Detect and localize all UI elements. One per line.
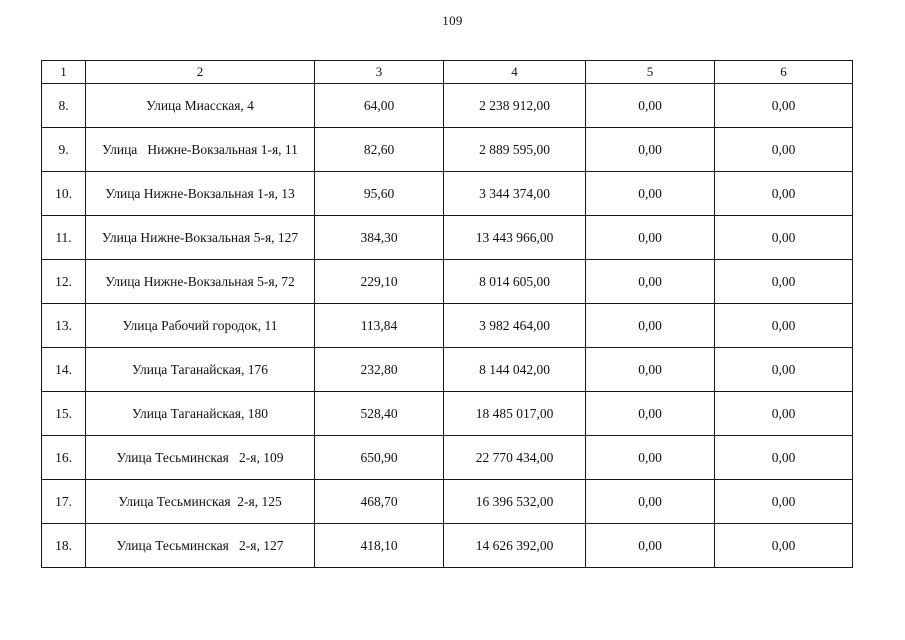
column6-cell: 0,00 [715, 480, 853, 524]
address-cell: Улица Миасская, 4 [86, 84, 315, 128]
row-number-cell: 8. [42, 84, 86, 128]
table-row [42, 84, 853, 128]
value-cell: 2 238 912,00 [444, 84, 586, 128]
column6-cell: 0,00 [715, 348, 853, 392]
table-row [42, 348, 853, 392]
address-cell: Улица Нижне-Вокзальная 5-я, 72 [86, 260, 315, 304]
value-cell: 3 982 464,00 [444, 304, 586, 348]
value-cell: 3 344 374,00 [444, 172, 586, 216]
header-cell-2: 2 [86, 61, 315, 84]
value-cell: 8 144 042,00 [444, 348, 586, 392]
table-body [42, 84, 853, 568]
area-cell: 384,30 [315, 216, 444, 260]
area-cell: 468,70 [315, 480, 444, 524]
area-cell: 229,10 [315, 260, 444, 304]
table-row [42, 524, 853, 568]
area-cell: 82,60 [315, 128, 444, 172]
address-cell: Улица Таганайская, 180 [86, 392, 315, 436]
value-cell: 22 770 434,00 [444, 436, 586, 480]
address-cell: Улица Нижне-Вокзальная 5-я, 127 [86, 216, 315, 260]
table-row [42, 436, 853, 480]
column5-cell: 0,00 [586, 216, 715, 260]
row-number-cell: 11. [42, 216, 86, 260]
column6-cell: 0,00 [715, 524, 853, 568]
column6-cell: 0,00 [715, 172, 853, 216]
value-cell: 8 014 605,00 [444, 260, 586, 304]
address-cell: Улица Тесьминская 2-я, 109 [86, 436, 315, 480]
area-cell: 95,60 [315, 172, 444, 216]
row-number-cell: 16. [42, 436, 86, 480]
column5-cell: 0,00 [586, 348, 715, 392]
address-cell: Улица Нижне-Вокзальная 1-я, 13 [86, 172, 315, 216]
row-number-cell: 15. [42, 392, 86, 436]
address-cell: Улица Нижне-Вокзальная 1-я, 11 [86, 128, 315, 172]
area-cell: 650,90 [315, 436, 444, 480]
column6-cell: 0,00 [715, 392, 853, 436]
column5-cell: 0,00 [586, 128, 715, 172]
area-cell: 528,40 [315, 392, 444, 436]
page-number: 109 [442, 13, 463, 28]
value-cell: 2 889 595,00 [444, 128, 586, 172]
property-table [41, 60, 853, 568]
column5-cell: 0,00 [586, 480, 715, 524]
column5-cell: 0,00 [586, 524, 715, 568]
column5-cell: 0,00 [586, 260, 715, 304]
column6-cell: 0,00 [715, 84, 853, 128]
table-row [42, 392, 853, 436]
header-cell-1: 1 [42, 61, 86, 84]
header-cell-6: 6 [715, 61, 853, 84]
column5-cell: 0,00 [586, 84, 715, 128]
value-cell: 13 443 966,00 [444, 216, 586, 260]
address-cell: Улица Таганайская, 176 [86, 348, 315, 392]
header-row [42, 61, 853, 84]
area-cell: 113,84 [315, 304, 444, 348]
area-cell: 64,00 [315, 84, 444, 128]
row-number-cell: 14. [42, 348, 86, 392]
column6-cell: 0,00 [715, 436, 853, 480]
row-number-cell: 9. [42, 128, 86, 172]
column6-cell: 0,00 [715, 128, 853, 172]
table-row [42, 172, 853, 216]
value-cell: 16 396 532,00 [444, 480, 586, 524]
header-cell-5: 5 [586, 61, 715, 84]
column6-cell: 0,00 [715, 260, 853, 304]
row-number-cell: 12. [42, 260, 86, 304]
column5-cell: 0,00 [586, 436, 715, 480]
table-row [42, 260, 853, 304]
column5-cell: 0,00 [586, 172, 715, 216]
column5-cell: 0,00 [586, 392, 715, 436]
table-row [42, 128, 853, 172]
table-header [42, 61, 853, 84]
value-cell: 14 626 392,00 [444, 524, 586, 568]
table-row [42, 480, 853, 524]
row-number-cell: 10. [42, 172, 86, 216]
row-number-cell: 17. [42, 480, 86, 524]
column5-cell: 0,00 [586, 304, 715, 348]
address-cell: Улица Рабочий городок, 11 [86, 304, 315, 348]
column6-cell: 0,00 [715, 304, 853, 348]
row-number-cell: 18. [42, 524, 86, 568]
table-row [42, 216, 853, 260]
column6-cell: 0,00 [715, 216, 853, 260]
address-cell: Улица Тесьминская 2-я, 127 [86, 524, 315, 568]
header-cell-3: 3 [315, 61, 444, 84]
area-cell: 418,10 [315, 524, 444, 568]
table-row [42, 304, 853, 348]
row-number-cell: 13. [42, 304, 86, 348]
value-cell: 18 485 017,00 [444, 392, 586, 436]
address-cell: Улица Тесьминская 2-я, 125 [86, 480, 315, 524]
header-cell-4: 4 [444, 61, 586, 84]
area-cell: 232,80 [315, 348, 444, 392]
